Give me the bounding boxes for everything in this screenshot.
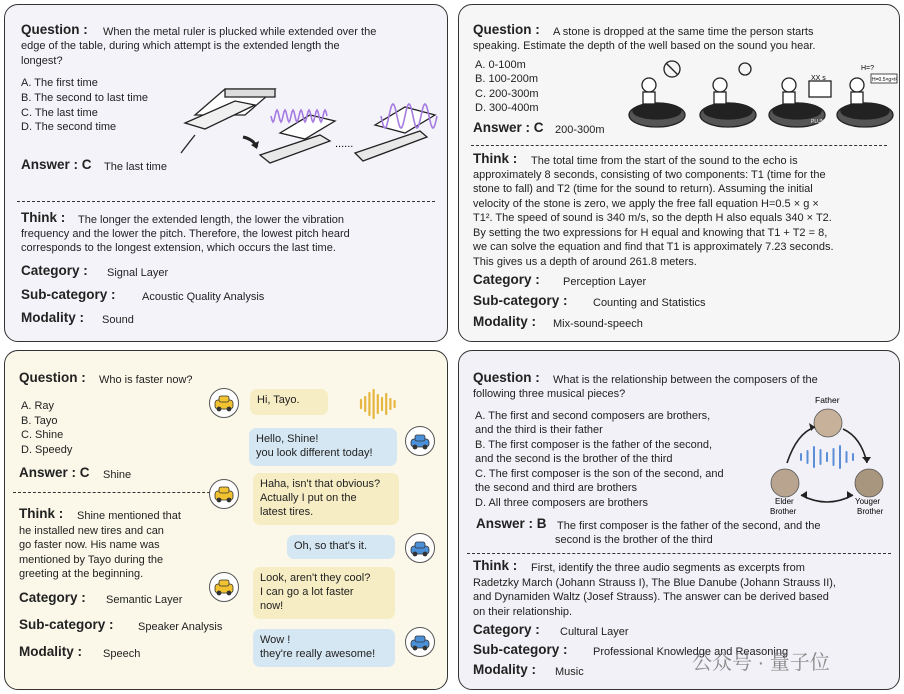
think-line: Shine mentioned that (77, 510, 181, 522)
question-line: When the metal ruler is plucked while extended over the (103, 26, 377, 38)
divider (467, 553, 891, 554)
elder-brother-label (770, 497, 797, 516)
think-line: go faster now. His name was (19, 539, 160, 551)
depth-equation: H=0.5×g×t² (872, 77, 898, 83)
modality-value: Sound (102, 314, 134, 326)
blue-car-icon (405, 426, 435, 456)
answer-label: Answer : B (476, 516, 547, 531)
think-line: mentioned by Tayo during the (19, 554, 164, 566)
younger-brother-label (855, 497, 884, 516)
think-label: Think : (473, 558, 518, 573)
category-value: Cultural Layer (560, 626, 629, 638)
blue-car-icon (405, 533, 435, 563)
chat-line: Hi, Tayo. (257, 394, 300, 406)
modality-label: Modality : (19, 644, 82, 659)
think-line: and Dynamiden Waltz (Josef Strauss). The answer can be derived based (473, 591, 829, 603)
option: D. 300-400m (475, 102, 539, 114)
option: A. The first and second composers are brothers, (475, 410, 711, 422)
option: D. All three composers are brothers (475, 497, 649, 509)
category-label: Category : (473, 622, 540, 637)
yellow-car-icon (209, 479, 239, 509)
chat-line: they're really awesome! (260, 648, 376, 660)
think-line: on their relationship. (473, 606, 573, 618)
option: and the third is their father (475, 424, 603, 436)
option: B. Tayo (21, 415, 58, 427)
option: the second and third are brothers (475, 482, 638, 494)
subcategory-label: Sub-category : (473, 293, 568, 308)
modality-label: Modality : (21, 310, 84, 325)
category-value: Signal Layer (107, 267, 169, 279)
composer-diagram (765, 391, 895, 521)
subcategory-value: Acoustic Quality Analysis (142, 291, 265, 303)
divider (13, 492, 235, 493)
think-line: frequency and the lower the pitch. Therefore, the lowest pitch heard (21, 228, 350, 240)
well-illustration (627, 57, 897, 141)
chat-bubble (253, 473, 399, 525)
modality-value: Music (555, 666, 584, 678)
answer-text: The last time (104, 161, 167, 173)
question-label: Question : (19, 370, 86, 385)
subcategory-value: Professional Knowledge and Reasoning (593, 646, 789, 658)
depth-question: H=? (861, 65, 875, 72)
answer-label: Answer : C (473, 120, 544, 135)
chat-line: Oh, so that's it. (294, 540, 368, 552)
question-label: Question : (473, 22, 540, 37)
option: A. 0-100m (475, 59, 526, 71)
time-label: XX s (811, 75, 826, 82)
yellow-car-icon (209, 388, 239, 418)
blue-car-icon (405, 627, 435, 657)
option: D. The second time (21, 121, 117, 133)
answer-text: Shine (103, 469, 132, 481)
option: B. The first composer is the father of the second, (475, 439, 713, 451)
ruler-illustration (175, 75, 445, 195)
think-line: we can solve the equation and find that T1 is approximately 7.23 seconds. (473, 241, 834, 253)
chat-line: Hello, Shine! (256, 433, 319, 445)
sound-wave-icon (381, 103, 441, 133)
watermark: 公众号 · 量子位 (692, 652, 830, 674)
category-label: Category : (473, 272, 540, 287)
option: B. The second to last time (21, 92, 148, 104)
think-line: This gives us a depth of around 261.8 meters. (473, 256, 697, 268)
category-value: Perception Layer (563, 276, 647, 288)
category-value: Semantic Layer (106, 594, 183, 606)
modality-label: Modality : (473, 314, 536, 329)
think-line: Radetzky March (Johann Strauss I), The Blue Danube (Johann Strauss II), (473, 577, 836, 589)
think-line: stone to fall) and T2 (time for the sound to return). Assuming the initial (473, 183, 813, 195)
question-line: What is the relationship between the composers of the (553, 374, 818, 386)
think-line: T1². The speed of sound is 340 m/s, so the depth H also equals 340 × T2. (473, 212, 832, 224)
dots: ...... (335, 138, 354, 150)
chat-line: Actually I put on the (260, 492, 357, 504)
modality-value: Mix-sound-speech (553, 318, 643, 330)
chat-line: latest tires. (260, 506, 314, 518)
question-line: edge of the table, during which attempt is the extended length the (21, 40, 340, 52)
option: A. Ray (21, 400, 55, 412)
modality-label: Modality : (473, 662, 536, 677)
think-line: First, identify the three audio segments as excerpts from (531, 562, 805, 574)
modality-value: Speech (103, 648, 141, 660)
option: C. The last time (21, 107, 98, 119)
subcategory-label: Sub-category : (19, 617, 114, 632)
plunk-label: PLUNK (811, 119, 828, 125)
younger-brother-line2: Brother (857, 507, 884, 516)
chat-bubble (253, 629, 395, 667)
answer-text: 200-300m (555, 124, 605, 136)
chat-bubble (250, 389, 328, 415)
elder-brother-line1: Elder (775, 497, 794, 506)
subcategory-value: Counting and Statistics (593, 297, 706, 309)
think-line: corresponds to the longest extension, which occurs the last time. (21, 242, 336, 254)
think-label: Think : (21, 210, 66, 225)
yellow-car-icon (209, 572, 239, 602)
elder-brother-line2: Brother (770, 507, 797, 516)
subcategory-value: Speaker Analysis (138, 621, 223, 633)
father-label: Father (815, 395, 840, 405)
chat-bubble (249, 428, 397, 466)
category-label: Category : (19, 590, 86, 605)
chat-line: Look, aren't they cool? (260, 572, 371, 584)
chat-bubble (253, 567, 395, 619)
think-line: velocity of the stone is zero, we apply the free fall equation H=0.5 × g × (473, 198, 819, 210)
option: D. Speedy (21, 444, 73, 456)
option: A. The first time (21, 77, 98, 89)
think-line: The longer the extended length, the lower the vibration (78, 214, 345, 226)
question-line: speaking. Estimate the depth of the well based on the sound you hear. (473, 40, 816, 52)
chat-line: Wow ! (260, 634, 291, 646)
question-label: Question : (21, 22, 88, 37)
option: C. 200-300m (475, 88, 539, 100)
think-line: he installed new tires and can (19, 525, 164, 537)
think-line: By setting the two expressions for H equal and knowing that T1 + T2 = 8, (473, 227, 828, 239)
option: C. The first composer is the son of the second, and (475, 468, 724, 480)
chat-bubble (287, 535, 395, 559)
think-line: approximately 8 seconds, consisting of two components: T1 (time for the (473, 169, 826, 181)
option: B. 100-200m (475, 73, 538, 85)
panel-cultural-layer (458, 350, 900, 690)
answer-label: Answer : C (19, 465, 90, 480)
chat-line: you look different today! (256, 447, 373, 459)
chat-line: Haha, isn't that obvious? (260, 478, 381, 490)
divider (471, 145, 887, 146)
subcategory-label: Sub-category : (21, 287, 116, 302)
answer-label: Answer : C (21, 157, 92, 172)
chat-line: I can go a lot faster (260, 586, 354, 598)
think-line: greeting at the beginning. (19, 568, 144, 580)
answer-line: second is the brother of the third (555, 534, 713, 546)
question-label: Question : (473, 370, 540, 385)
panel-perception-layer (458, 4, 900, 342)
option: C. Shine (21, 429, 64, 441)
think-label: Think : (19, 506, 64, 521)
question-text: Who is faster now? (99, 374, 193, 386)
category-label: Category : (21, 263, 88, 278)
think-label: Think : (473, 151, 518, 166)
panel-signal-layer (4, 4, 448, 342)
audio-wave-icon (357, 389, 399, 419)
think-line: The total time from the start of the sound to the echo is (531, 155, 798, 167)
option: and the second is the brother of the third (475, 453, 673, 465)
younger-brother-line1: Youger (855, 497, 881, 506)
subcategory-label: Sub-category : (473, 642, 568, 657)
panel-semantic-layer (4, 350, 448, 690)
divider (17, 201, 435, 202)
chat-line: now! (260, 600, 284, 612)
question-line: longest? (21, 55, 63, 67)
question-line: A stone is dropped at the same time the person starts (553, 26, 814, 38)
answer-line: The first composer is the father of the second, and the (557, 520, 821, 532)
sound-wave-icon (271, 109, 331, 129)
question-line: following three musical pieces? (473, 388, 626, 400)
